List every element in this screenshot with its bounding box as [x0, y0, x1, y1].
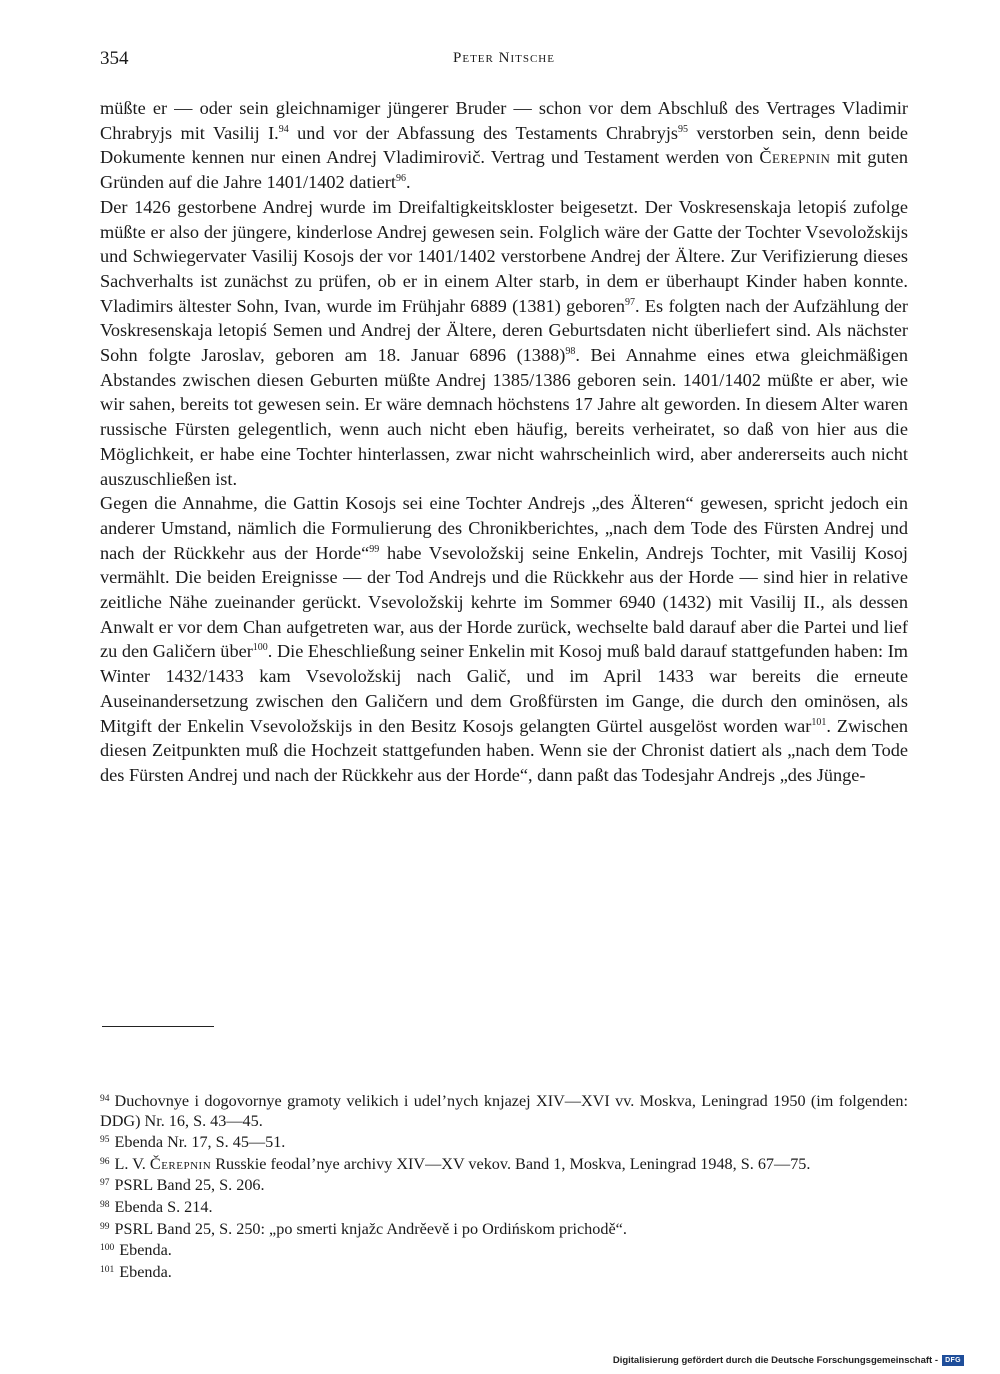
footnote-number: 101 [100, 1264, 115, 1275]
footnote-ref: 97 [625, 296, 636, 308]
text-run: Gegen die Annahme, die Gattin Kosojs sei eine Tochter Andrejs „des Älteren“ gewesen, spricht jedoch ein anderer Umstand, nämlich die Formulierung des Chronikberichtes, „nach dem Tode des Fürsten Andrej und nach der Rückkehr aus der Horde“ [100, 493, 908, 563]
footnote-number: 99 [100, 1221, 110, 1232]
footnote-rule [102, 1026, 214, 1027]
footnote [100, 1174, 908, 1196]
author-name: Čerepnin [759, 147, 831, 168]
text-run: . Es folgten nach der Aufzählung der Voskresenskaja letopiś Semen und Andrej der Ältere, deren Geburtsdaten nicht überliefert sind. Als nächster Sohn folgte Jaroslav, geboren am 18. Januar 6896 (1388) [100, 295, 908, 366]
footnote [100, 1131, 908, 1153]
text-run: mit guten Gründen auf die Jahre 1401/1402 datiert [100, 147, 908, 193]
text-run: . Die Eheschließung seiner Enkelin mit Kosoj muß bald darauf stattgefunden haben: Im Winter 1432/1433 kam Vsevoložskij nach Galič, und im April 1433 war bereits die erneute Auseinandersetzung zwischen den Galičern und dem Großfürsten im Gange, die durch den ominösen, als Mitgift der Enkelin Vsevoložskijs in den Besitz Kosojs gelangten Gürtel ausgelöst worden war [100, 641, 909, 736]
text-run: Der 1426 gestorbene Andrej wurde im Dreifaltigkeitskloster beigesetzt. Der Voskresenskaja letopiś zufolge müßte er also der jüngere, kinderlose Andrej gewesen sein. Folglich wäre der Gatte der Tochter Vsevoložskijs und Schwiegervater Vasilij Kosojs der vor 1401/1402 verstorbene Andrej der Ältere. Zur Verifizierung dieses Sachverhalts ist zunächst zu prüfen, ob er in einem Alter starb, in dem er überhaupt Kinder haben konnte. Vladimirs ältester Sohn, Ivan, wurde im Frühjahr 6889 (1381) geboren [100, 196, 908, 316]
paragraph [100, 195, 908, 491]
footnote-number: 96 [100, 1156, 110, 1167]
footnote-ref: 95 [678, 123, 689, 135]
footnote-number: 98 [100, 1199, 110, 1210]
footnote-number: 95 [100, 1135, 110, 1146]
footnote-ref: 96 [395, 173, 406, 185]
text-run: PSRL Band 25, S. 250: „po smerti knjažc Andrěevě i po Ordińskom prichodě“. [114, 1219, 627, 1238]
text-run: Russkie feodal’nye archivy XIV—XV vekov. Band 1, Moskva, Leningrad 1948, S. 67—75. [211, 1154, 811, 1173]
dfg-logo-icon: DFG [942, 1355, 964, 1366]
text-run: und vor der Abfassung des Testaments Chrabryjs [288, 122, 679, 143]
footnote-ref: 98 [565, 346, 576, 358]
page-header [100, 48, 908, 74]
text-run: verstorben sein, denn beide Dokumente kennen nur einen Andrej Vladimirovič. Vertrag und Testament werden von [100, 122, 908, 168]
paragraph [100, 491, 908, 787]
text-run: L. V. [114, 1154, 150, 1173]
footnote-number: 97 [100, 1178, 110, 1189]
text-run: Ebenda. [119, 1262, 172, 1281]
text-run: Ebenda. [119, 1241, 172, 1260]
text-run: . [405, 172, 411, 193]
footnote-ref: 94 [278, 123, 289, 135]
footnote [100, 1196, 908, 1218]
text-run: Ebenda S. 214. [114, 1197, 213, 1216]
footnote [100, 1239, 908, 1261]
credit-text: Digitalisierung gefördert durch die Deutsche Forschungsgemeinschaft - [612, 1355, 938, 1366]
text-run: habe Vsevoložskij seine Enkelin, Andrejs Tochter, mit Vasilij Kosoj vermählt. Die beiden Ereignisse — der Tod Andrejs und die Rückkehr aus der Horde — sind hier in relative zeitliche Nähe zueinander gerückt. Vsevoložskij kehrte im Sommer 6940 (1432) mit Vasilij II., als dessen Anwalt er vor dem Chan aufgetreten war, aus der Horde zurück, wechselte bald darauf aber die Partei und lief zu den Galičern über [100, 542, 908, 662]
footnote-ref: 99 [369, 543, 380, 555]
body-text [100, 96, 908, 788]
text-run: . Zwischen diesen Zeitpunkten muß die Hochzeit stattgefunden haben. Wenn sie der Chronist datiert als „nach dem Tode des Fürsten Andrej und nach der Rückkehr aus der Horde“, dann paßt das Todesjahr Andrejs „des Jünge- [100, 715, 908, 785]
author-name: Čerepnin [149, 1154, 212, 1173]
footnote-ref: 101 [811, 716, 827, 728]
paragraph [100, 96, 908, 195]
footnote-number: 94 [100, 1094, 110, 1104]
text-run: müßte er — oder sein gleichnamiger jüngerer Bruder — schon vor dem Abschluß des Vertrages Vladimir Chrabryjs mit Vasilij I. [100, 98, 908, 143]
footnote [100, 1153, 908, 1175]
text-run: Ebenda Nr. 17, S. 45—51. [114, 1133, 286, 1152]
text-run: Duchovnye i dogovornye gramoty velikich i udel’nych knjazej XIV—XVI vv. Moskva, Leningrad 1950 (im folgenden: DDG) Nr. 16, S. 43—45. [100, 1092, 908, 1130]
text-run: PSRL Band 25, S. 206. [114, 1176, 265, 1195]
digitization-credit [613, 1355, 964, 1366]
running-title: Peter Nitsche [453, 50, 555, 66]
footnotes [100, 1090, 908, 1282]
footnote-number: 100 [100, 1243, 115, 1254]
text-run: . Bei Annahme eines etwa gleichmäßigen Abstandes zwischen diesen Geburten müßte Andrej 1385/1386 geboren sein. 1401/1402 müßte er aber, wie wir sahen, bereits tot gewesen sein. Er wäre demnach höchstens 17 Jahre alt geworden. In diesem Alter waren russische Fürsten gelegentlich, wenn auch nicht eben häufig, bereits verheiratet, so daß von hier aus die Möglichkeit, er habe eine Tochter hinterlassen, zwar nicht wahrscheinlich wird, aber andererseits auch nicht auszuschließen ist. [100, 345, 908, 489]
footnote-ref: 100 [252, 642, 268, 654]
footnote [100, 1218, 908, 1240]
page-number: 354 [100, 48, 129, 69]
footnote [100, 1090, 908, 1131]
footnote [100, 1261, 908, 1283]
